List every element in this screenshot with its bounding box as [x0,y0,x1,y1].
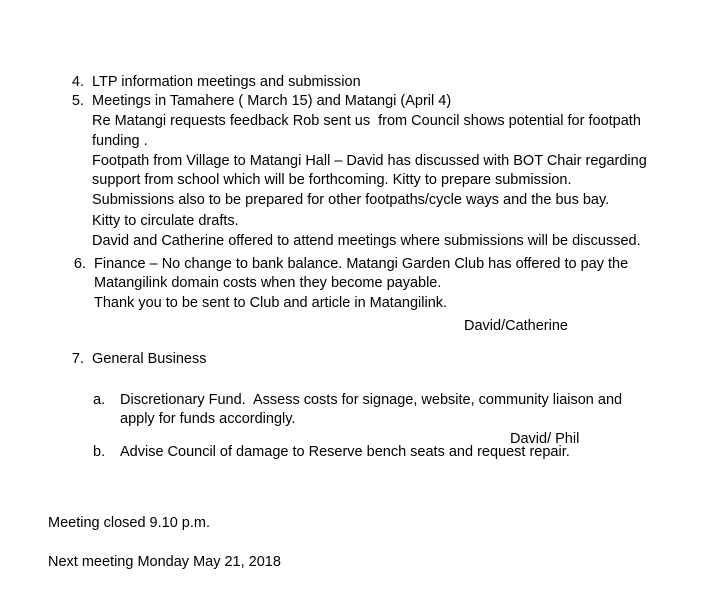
list-item-line: LTP information meetings and submission [92,74,361,90]
sub-list-item-text: Advise Council of damage to Reserve bench seats and request repair. [120,444,570,460]
list-item-line: Finance – No change to bank balance. Matangi Garden Club has offered to pay the Matangilink domain costs when they become payable. [94,256,633,292]
list-item-7 [62,350,662,369]
list-item-body [92,92,662,251]
list-item-line: David and Catherine offered to attend meetings where submissions will be discussed. [92,232,641,249]
list-item-body [92,73,662,92]
sub-list-item-a [90,391,660,449]
sub-list-item-text: Discretionary Fund. Assess costs for signage, website, community liaison and apply for funds accordingly. [120,392,627,428]
list-item-line: Re Matangi requests feedback Rob sent us from Council shows potential for footpath funding . [92,113,645,149]
list-item-6 [62,255,662,336]
list-item-number: 4. [71,74,84,90]
list-item-number: 7. [71,351,84,367]
next-meeting-text: Next meeting Monday May 21, 2018 [48,554,281,570]
signature-attribution: David/ Phil [510,430,580,447]
list-item-number: 5. [71,93,84,109]
sub-list-item-letter: a. [93,392,106,408]
list-item-body [94,255,662,336]
list-item-line: Kitty to circulate drafts. [92,212,239,229]
signature-attribution: David/Catherine [464,317,568,334]
list-item-5 [62,92,662,251]
list-item-line: Footpath from Village to Matangi Hall – David has discussed with BOT Chair regarding support from school which will be forthcoming. Kitty to prepare submission. [92,152,651,189]
sub-list-item-letter: b. [93,444,106,460]
list-item-line: General Business [92,351,207,367]
list-item-4 [62,73,662,92]
sub-list-item-body [120,391,660,449]
list-item-line: Submissions also to be prepared for other footpaths/cycle ways and the bus bay. [92,192,610,209]
meeting-closed-text: Meeting closed 9.10 p.m. [48,515,211,531]
sub-list-item-body [120,443,660,462]
list-item-line: Meetings in Tamahere ( March 15) and Matangi (April 4) [92,93,452,109]
list-item-body [92,350,662,369]
list-item-number: 6. [73,256,86,272]
sub-list-item-b [90,443,660,462]
list-item-line: Thank you to be sent to Club and article in Matangilink. [94,294,448,311]
